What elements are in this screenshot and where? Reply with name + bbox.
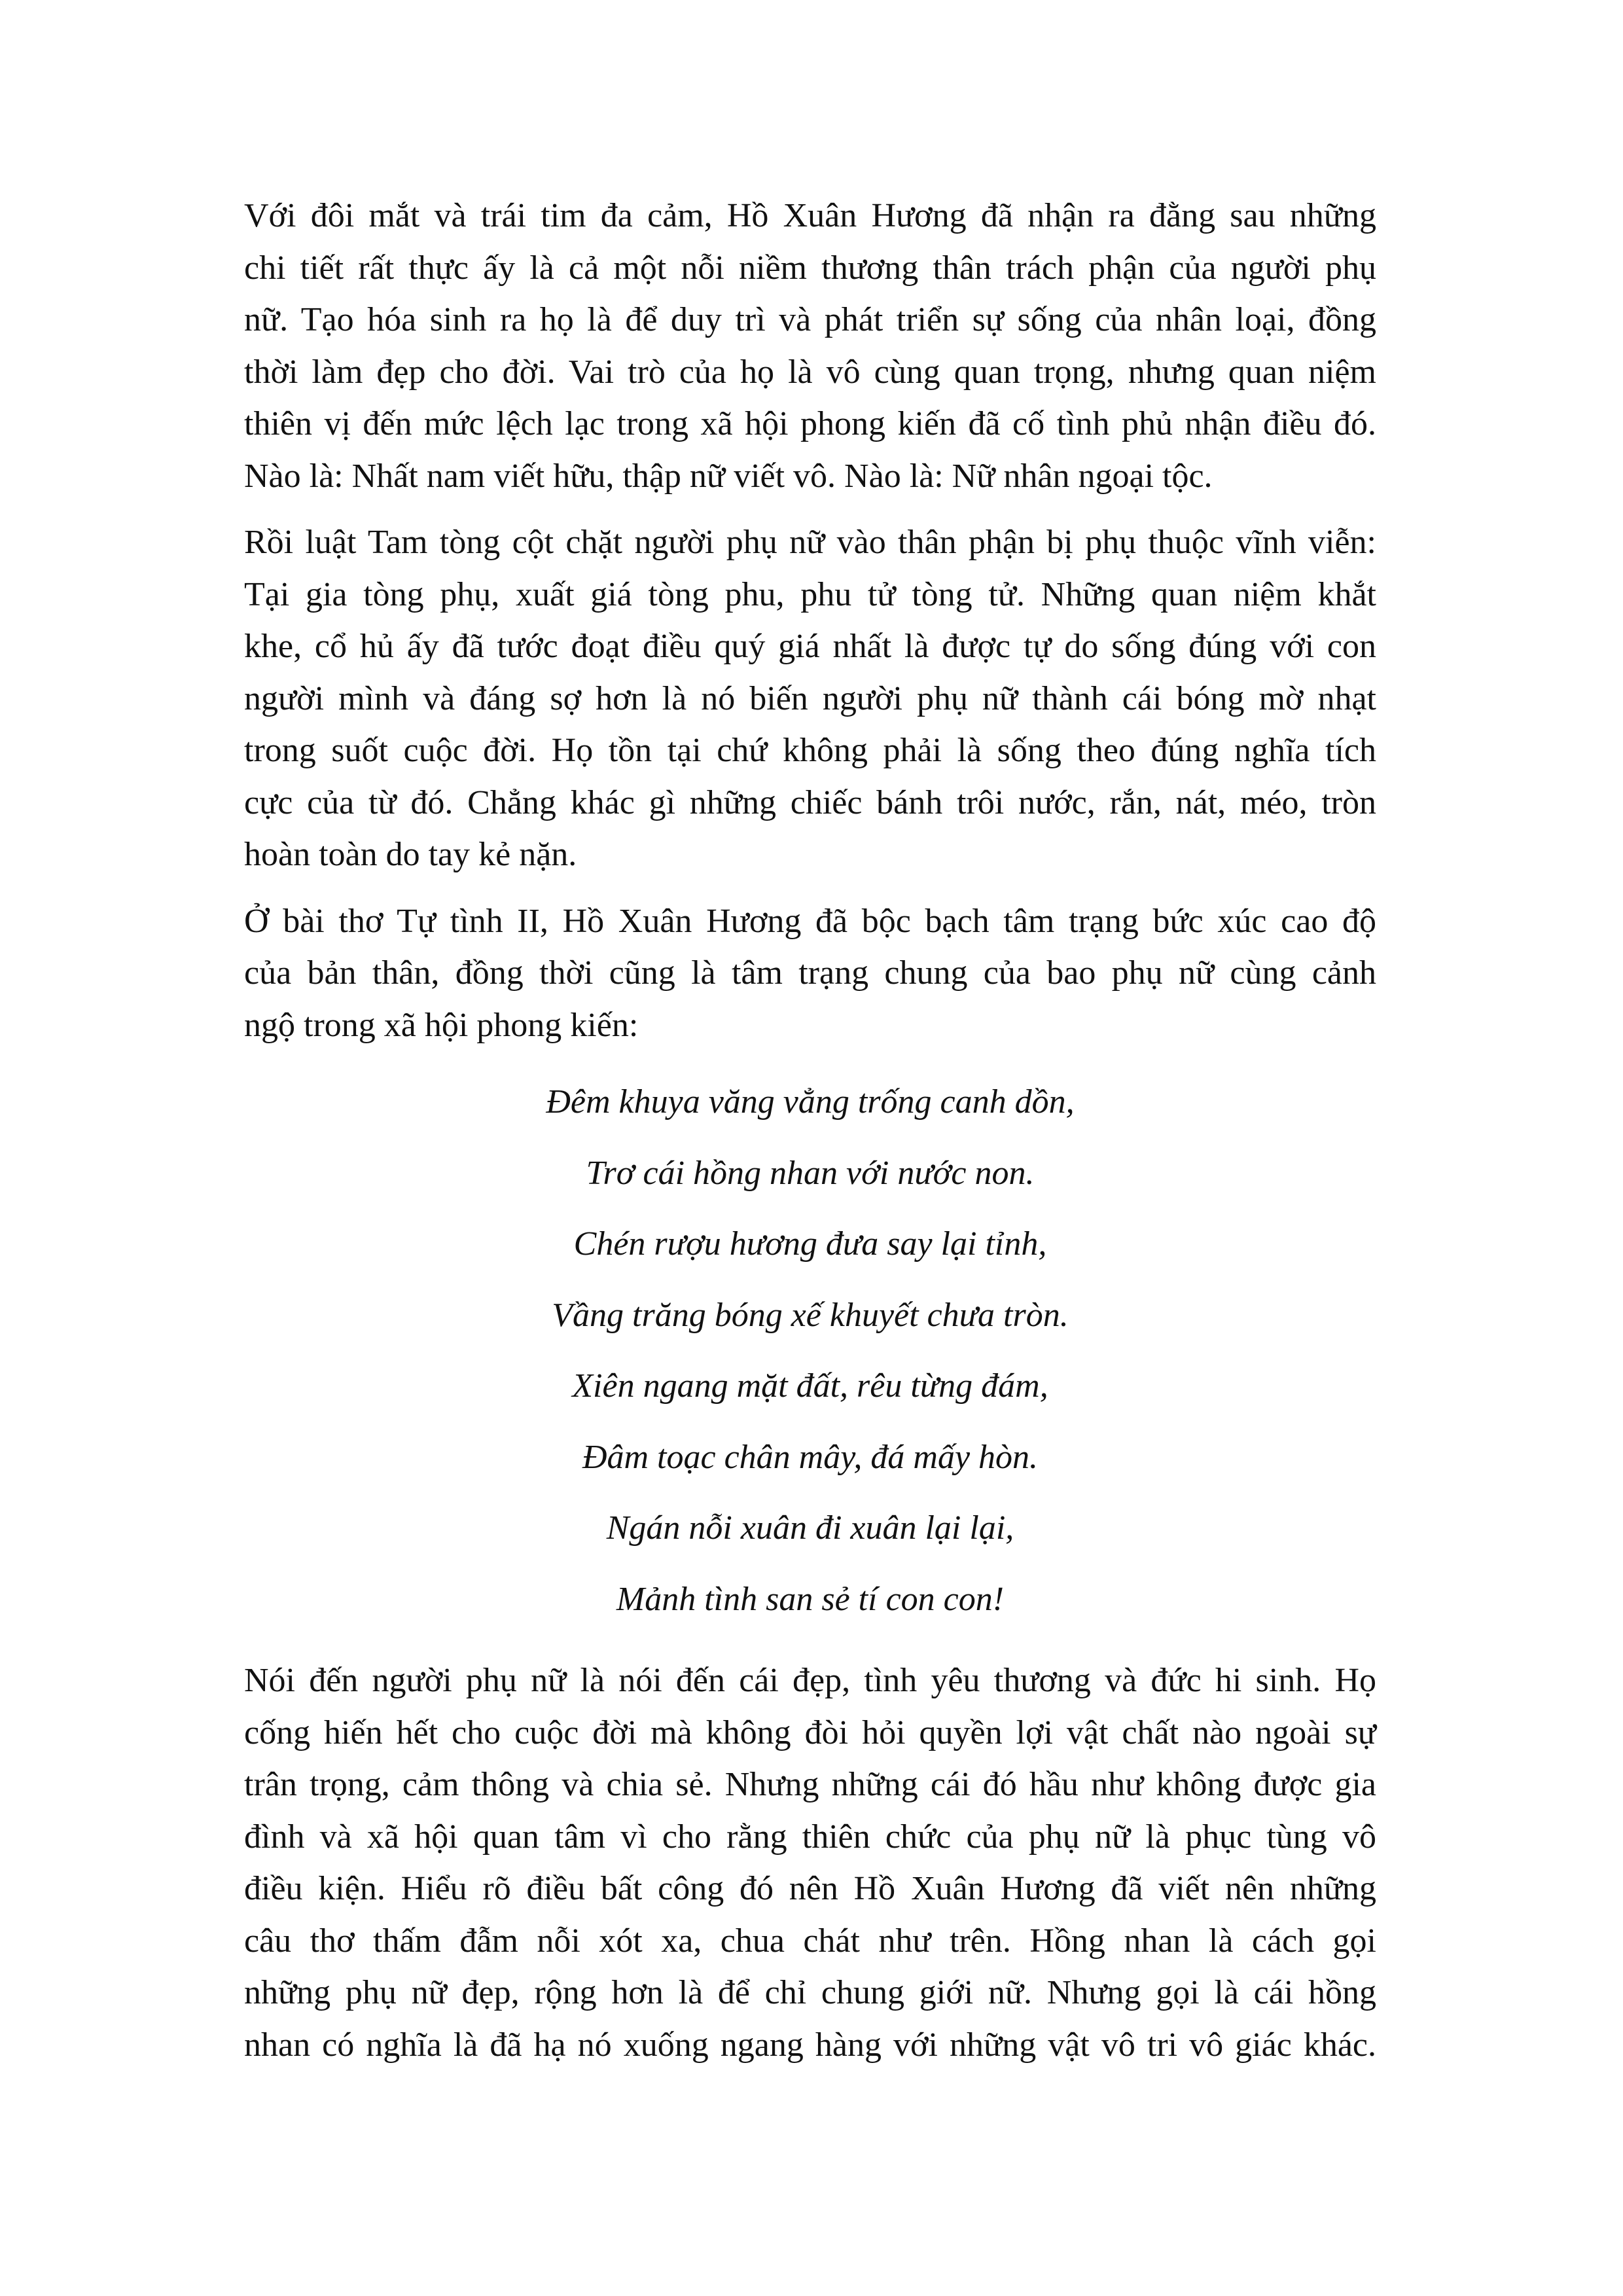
text-line: nhan có nghĩa là đã hạ nó xuống ngang hàng với những vật vô tri vô giác khác. xyxy=(244,2026,1376,2064)
paragraph-1 xyxy=(244,190,1376,502)
text-line: Rồi luật Tam tòng cột chặt người phụ nữ vào thân phận bị phụ thuộc vĩnh viễn: xyxy=(244,524,1376,561)
paragraph-3 xyxy=(244,895,1376,1052)
poem-verse: Chén rượu hương đưa say lại tỉnh, xyxy=(573,1225,1047,1263)
text-line: Nào là: Nhất nam viết hữu, thập nữ viết vô. Nào là: Nữ nhân ngoại tộc. xyxy=(244,457,1213,495)
text-line: trong suốt cuộc đời. Họ tồn tại chứ không phải là sống theo đúng nghĩa tích xyxy=(244,732,1376,769)
text-line: hoàn toàn do tay kẻ nặn. xyxy=(244,836,577,873)
document-page xyxy=(244,190,1376,2085)
text-line: thời làm đẹp cho đời. Vai trò của họ là vô cùng quan trọng, nhưng quan niệm xyxy=(244,353,1376,391)
text-line: thiên vị đến mức lệch lạc trong xã hội phong kiến đã cố tình phủ nhận điều đó. xyxy=(244,405,1376,442)
text-line: câu thơ thấm đẫm nỗi xót xa, chua chát như trên. Hồng nhan là cách gọi xyxy=(244,1922,1376,1960)
poem-block xyxy=(244,1067,1376,1635)
poem-verse: Vầng trăng bóng xế khuyết chưa tròn. xyxy=(552,1296,1069,1334)
text-line: cực của từ đó. Chẳng khác gì những chiếc bánh trôi nước, rắn, nát, méo, tròn xyxy=(244,783,1376,821)
poem-verse: Trơ cái hồng nhan với nước non. xyxy=(586,1154,1035,1192)
text-line: Nói đến người phụ nữ là nói đến cái đẹp, tình yêu thương và đức hi sinh. Họ xyxy=(244,1662,1376,1699)
text-line: trân trọng, cảm thông và chia sẻ. Nhưng những cái đó hầu như không được gia xyxy=(244,1766,1376,1803)
text-line: chi tiết rất thực ấy là cả một nỗi niềm thương thân trách phận của người phụ xyxy=(244,249,1376,287)
paragraph-2 xyxy=(244,516,1376,881)
text-line: những phụ nữ đẹp, rộng hơn là để chỉ chung giới nữ. Nhưng gọi là cái hồng xyxy=(244,1974,1376,2011)
paragraph-4 xyxy=(244,1655,1376,2071)
text-line: người mình và đáng sợ hơn là nó biến người phụ nữ thành cái bóng mờ nhạt xyxy=(244,679,1376,717)
poem-verse: Mảnh tình san sẻ tí con con! xyxy=(616,1580,1005,1618)
poem-verse: Đêm khuya văng vẳng trống canh dồn, xyxy=(546,1083,1075,1121)
text-line: Với đôi mắt và trái tim đa cảm, Hồ Xuân Hương đã nhận ra đằng sau những xyxy=(244,197,1376,234)
poem-verse: Đâm toạc chân mây, đá mấy hòn. xyxy=(582,1438,1039,1476)
text-line: nữ. Tạo hóa sinh ra họ là để duy trì và phát triển sự sống của nhân loại, đồng xyxy=(244,301,1376,338)
text-line: Ở bài thơ Tự tình II, Hồ Xuân Hương đã bộc bạch tâm trạng bức xúc cao độ xyxy=(244,902,1376,940)
text-line: khe, cổ hủ ấy đã tước đoạt điều quý giá nhất là được tự do sống đúng với con xyxy=(244,628,1376,665)
text-line: cống hiến hết cho cuộc đời mà không đòi hỏi quyền lợi vật chất nào ngoài sự xyxy=(244,1713,1376,1751)
text-line: đình và xã hội quan tâm vì cho rằng thiên chức của phụ nữ là phục tùng vô xyxy=(244,1818,1376,1856)
text-line: của bản thân, đồng thời cũng là tâm trạng chung của bao phụ nữ cùng cảnh xyxy=(244,954,1376,992)
text-line: Tại gia tòng phụ, xuất giá tòng phu, phu tử tòng tử. Những quan niệm khắt xyxy=(244,575,1376,613)
poem-verse: Xiên ngang mặt đất, rêu từng đám, xyxy=(572,1367,1048,1405)
text-line: điều kiện. Hiểu rõ điều bất công đó nên Hồ Xuân Hương đã viết nên những xyxy=(244,1870,1376,1907)
poem-verse: Ngán nỗi xuân đi xuân lại lại, xyxy=(606,1509,1014,1547)
text-line: ngộ trong xã hội phong kiến: xyxy=(244,1006,639,1044)
